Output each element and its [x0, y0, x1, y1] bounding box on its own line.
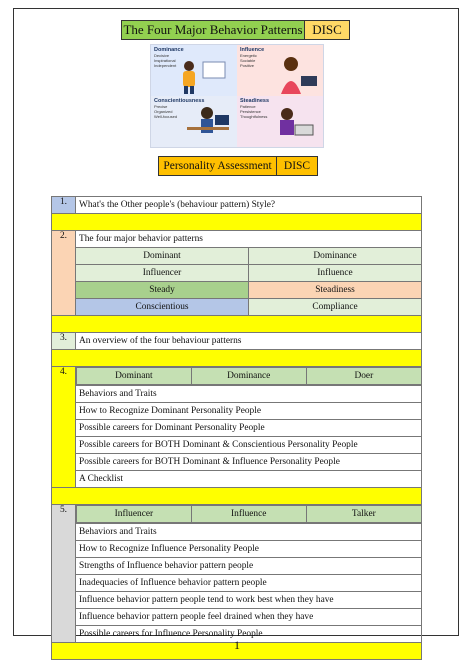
spacer-row [52, 488, 422, 505]
list-item [52, 592, 422, 609]
item-text: How to Recognize Dominant Personality People [76, 403, 422, 420]
quadrant-line: Sociable [240, 58, 256, 63]
title-badge: DISC [305, 21, 349, 39]
list-item [52, 420, 422, 437]
section-title: What's the Other people's (behaviour pattern) Style? [76, 197, 422, 214]
quadrant-line: Energetic [240, 53, 257, 58]
person-laptop-icon [267, 105, 319, 145]
quadrant-line: Organized [154, 109, 173, 114]
pattern-name: Steady [76, 282, 249, 299]
section-number: 5. [52, 505, 76, 643]
header-cell: Dominance [191, 368, 306, 385]
item-text: Possible careers for Dominant Personality People [76, 420, 422, 437]
assessment-badge: DISC [283, 160, 311, 172]
pattern-name: Influencer [76, 265, 249, 282]
quadrant-influence [237, 45, 323, 96]
section-title: The four major behavior patterns [76, 231, 422, 248]
list-item [52, 575, 422, 592]
pattern-name: Dominant [76, 248, 249, 265]
pattern-name: Conscientious [76, 299, 249, 316]
assessment-banner [158, 156, 318, 176]
section-row [52, 367, 422, 386]
pattern-style: Dominance [249, 248, 422, 265]
header-cell: Talker [306, 506, 421, 523]
header-cell: Dominant [77, 368, 192, 385]
section-header [76, 505, 422, 524]
quadrant-title: Influence [240, 47, 265, 53]
item-text: Possible careers for BOTH Dominant & Influence Personality People [76, 454, 422, 471]
item-text: Influence behavior pattern people tend to work best when they have [76, 592, 422, 609]
table-row [52, 265, 422, 282]
quadrant-title: Dominance [154, 47, 184, 53]
header-cell: Influencer [77, 506, 192, 523]
quadrant-line: Thoughtfulness [240, 114, 268, 119]
list-item [52, 454, 422, 471]
list-item [52, 558, 422, 575]
person-headset-icon [263, 54, 319, 94]
quadrant-line: Persistence [240, 109, 261, 114]
item-text: A Checklist [76, 471, 422, 488]
list-item [52, 386, 422, 403]
spacer-row [52, 350, 422, 367]
quadrant-dominance [151, 45, 237, 96]
section-number: 4. [52, 367, 76, 488]
quadrant-line: Well-focused [154, 114, 178, 119]
quadrant-title: Steadiness [240, 98, 270, 104]
section-title: An overview of the four behaviour patterns [76, 333, 422, 350]
title-banner [121, 20, 350, 40]
section-header [76, 367, 422, 386]
page-number: 1 [234, 638, 240, 652]
quadrant-line: Inspirational [154, 58, 176, 63]
section-row [52, 231, 422, 248]
item-text: Behaviors and Traits [76, 386, 422, 403]
quadrant-title: Conscientiousness [154, 98, 205, 104]
pattern-style: Compliance [249, 299, 422, 316]
item-text: Strengths of Influence behavior pattern people [76, 558, 422, 575]
quadrant-line: Independent [154, 63, 177, 68]
section-row [52, 197, 422, 214]
item-text: Possible careers for Influence Personality People [76, 626, 422, 643]
section-row [52, 505, 422, 524]
list-item [52, 471, 422, 488]
section-header-table [76, 367, 421, 385]
list-item [52, 609, 422, 626]
table-row [52, 299, 422, 316]
assessment-label: Personality Assessment [159, 157, 277, 175]
table-row [52, 248, 422, 265]
quadrant-line: Precise [154, 104, 168, 109]
person-presenting-icon [173, 58, 233, 94]
header-cell: Influence [191, 506, 306, 523]
quadrant-conscientiousness [151, 96, 237, 147]
spacer-row [52, 316, 422, 333]
quadrant-line: Decisive [154, 53, 170, 58]
item-text: Behaviors and Traits [76, 524, 422, 541]
table-row [52, 282, 422, 299]
pattern-style: Steadiness [249, 282, 422, 299]
pattern-style: Influence [249, 265, 422, 282]
quadrant-steadiness [237, 96, 323, 147]
header-cell: Doer [306, 368, 421, 385]
person-desk-icon [183, 105, 233, 145]
list-item [52, 541, 422, 558]
item-text: Influence behavior pattern people feel drained when they have [76, 609, 422, 626]
quadrant-line: Patience [240, 104, 256, 109]
contents-table [51, 196, 422, 660]
item-text: How to Recognize Influence Personality People [76, 541, 422, 558]
section-header-table [76, 505, 421, 523]
section-number: 3. [52, 333, 76, 350]
section-row [52, 333, 422, 350]
spacer-row [52, 214, 422, 231]
item-text: Possible careers for BOTH Dominant & Conscientious Personality People [76, 437, 422, 454]
list-item [52, 403, 422, 420]
page-title: The Four Major Behavior Patterns [122, 21, 305, 39]
quadrant-line: Positive [240, 63, 255, 68]
section-number: 1. [52, 197, 76, 214]
list-item [52, 524, 422, 541]
list-item [52, 437, 422, 454]
disc-illustration [150, 44, 324, 148]
item-text: Inadequacies of Influence behavior pattern people [76, 575, 422, 592]
section-number: 2. [52, 231, 76, 316]
